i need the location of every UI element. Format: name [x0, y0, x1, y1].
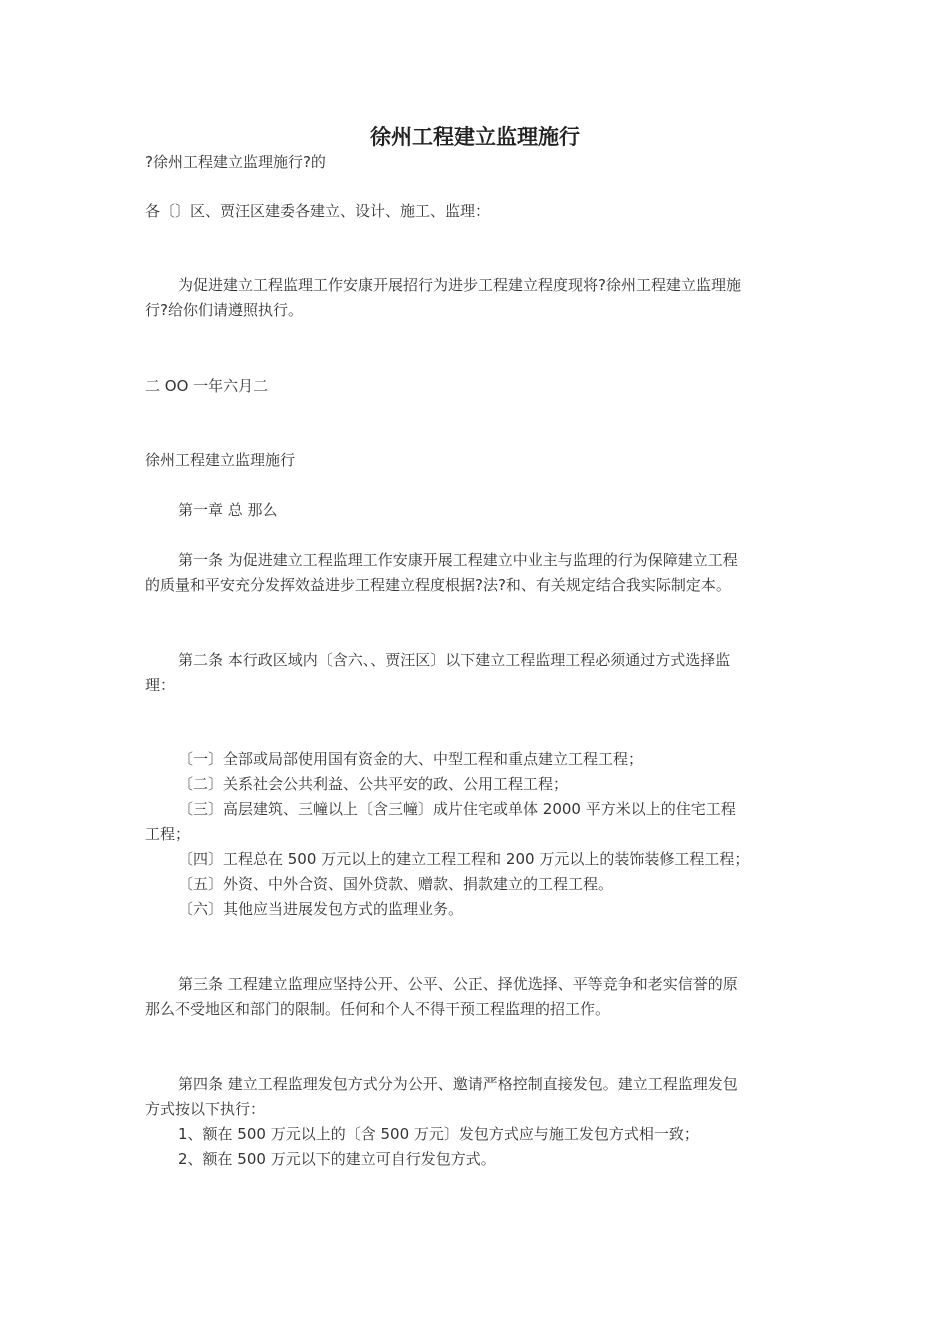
notice-paragraph-line-2: 行?给你们请遵照执行。	[145, 301, 303, 319]
document-title: 徐州工程建立监理施行	[370, 125, 580, 149]
article-4-item-1: 1、额在 500 万元以上的〔含 500 万元〕发包方式应与施工发包方式相一致；	[178, 1125, 699, 1143]
article-2-line-2: 理：	[145, 676, 176, 694]
list-item-continuation: 工程；	[145, 825, 191, 843]
article-3-line-1: 第三条 工程建立监理应坚持公开、公平、公正、择优选择、平等竞争和老实信誉的原	[178, 975, 738, 993]
chapter-heading: 第一章 总 那么	[178, 501, 278, 519]
list-item: 〔三〕高层建筑、三幢以上〔含三幢〕成片住宅或单体 2000 平方米以上的住宅工程	[178, 800, 736, 818]
date-line: 二 OO 一年六月二	[145, 377, 269, 395]
document-subtitle: 徐州工程建立监理施行	[145, 451, 296, 469]
list-item: 〔一〕全部或局部使用国有资金的大、中型工程和重点建立工程工程；	[178, 750, 644, 768]
intro-line: ?徐州工程建立监理施行?的	[145, 153, 326, 171]
article-4-item-2: 2、额在 500 万元以下的建立可自行发包方式。	[178, 1150, 496, 1168]
list-item: 〔四〕工程总在 500 万元以上的建立工程工程和 200 万元以上的装饰装修工程工程；	[178, 850, 750, 868]
article-1-line-1: 第一条 为促进建立工程监理工作安康开展工程建立中业主与监理的行为保障建立工程	[178, 551, 738, 569]
notice-paragraph-line-1: 为促进建立工程监理工作安康开展招行为进步工程建立程度现将?徐州工程建立监理施	[178, 276, 741, 294]
article-4-line-2: 方式按以下执行：	[145, 1100, 266, 1118]
list-item: 〔二〕关系社会公共利益、公共平安的政、公用工程工程；	[178, 775, 569, 793]
list-item: 〔六〕其他应当进展发包方式的监理业务。	[178, 900, 464, 918]
article-4-line-1: 第四条 建立工程监理发包方式分为公开、邀请严格控制直接发包。建立工程监理发包	[178, 1075, 738, 1093]
article-3-line-2: 那么不受地区和部门的限制。任何和个人不得干预工程监理的招工作。	[145, 1000, 611, 1018]
article-1-line-2: 的质量和平安充分发挥效益进步工程建立程度根据?法?和、有关规定结合我实际制定本。	[145, 576, 731, 594]
list-item: 〔五〕外资、中外合资、国外贷款、赠款、捐款建立的工程工程。	[178, 875, 614, 893]
addressee-line: 各〔〕区、贾汪区建委各建立、设计、施工、监理：	[145, 202, 491, 220]
article-2-line-1: 第二条 本行政区域内〔含六、、贾汪区〕以下建立工程监理工程必须通过方式选择监	[178, 651, 731, 669]
